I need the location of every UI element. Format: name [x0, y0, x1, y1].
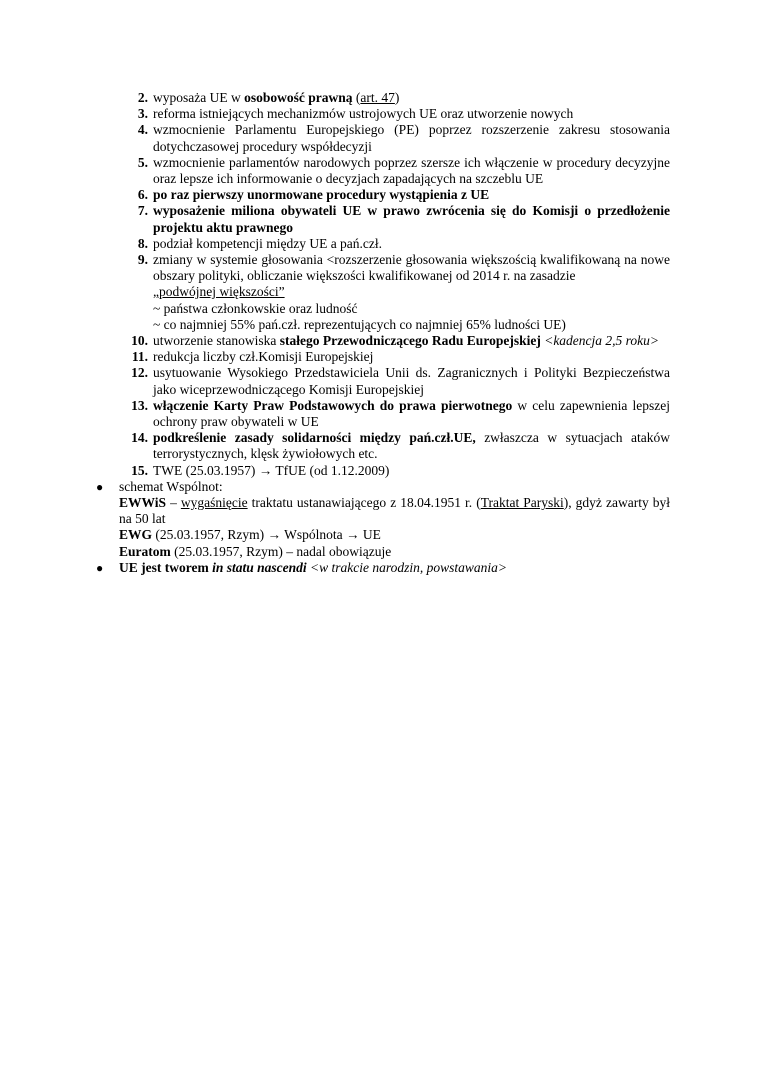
text-run: art. 47: [360, 90, 395, 105]
list-item-text: [153, 463, 389, 478]
text-run: utworzenie stanowiska: [153, 333, 280, 349]
bullet-list: [95, 479, 670, 576]
numbered-list: [95, 90, 670, 479]
list-item-text: [153, 398, 670, 429]
text-run: zwłaszcza w sytuacjach ataków terrorystycznych, klęsk żywiołowych etc.: [153, 430, 670, 462]
text-run: (: [352, 90, 361, 105]
list-item: [95, 187, 670, 203]
text-run: (25.03.1957, Rzym) – nadal obowiązuje: [170, 543, 392, 559]
text-run: podział kompetencji między UE a pań.czł.: [153, 235, 383, 251]
list-item-number: 8.: [137, 235, 148, 251]
text-run: redukcja liczby czł.Komisji Europejskiej: [153, 349, 374, 365]
list-item-number: 3.: [137, 106, 148, 122]
bullet-line: [119, 527, 670, 543]
bullet-item: [95, 479, 670, 560]
list-item-subline: [153, 317, 670, 333]
list-item-text: [153, 122, 670, 153]
text-run: wzmocnienie Parlamentu Europejskiego (PE) poprzez rozszerzenie zakresu stosowania dotychczasowej procedury współdecyzji: [153, 122, 670, 154]
text-run: podkreślenie zasady solidarności między pań.czł.UE,: [153, 430, 476, 446]
text-run: <kadencja 2,5 roku>: [544, 333, 660, 349]
text-run: osobowość prawną: [244, 90, 353, 105]
list-item: [95, 463, 670, 479]
list-item-number: 6.: [137, 187, 148, 203]
list-item-text: [153, 187, 489, 202]
list-item-subline: [153, 301, 670, 317]
list-item: [95, 122, 670, 154]
text-run: wygaśnięcie: [180, 495, 248, 511]
text-run: ): [394, 90, 400, 105]
bullet-icon: ●: [96, 479, 104, 494]
list-item-text: [153, 365, 670, 396]
text-run: włączenie Karty Praw Podstawowych do prawa pierwotnego: [153, 397, 513, 413]
text-run: wzmocnienie parlamentów narodowych poprzez szersze ich włączenie w procedury decyzyjne oraz lepsze ich informowanie o decyzjach zapadających na szczeblu UE: [153, 154, 670, 187]
list-item: [95, 365, 670, 397]
text-run: usytuowanie Wysokiego Przedstawiciela Unii ds. Zagranicznych i Polityki Bezpieczeństwa jako wiceprzewodniczącego Komisji Europejskiej: [153, 365, 670, 397]
bullet-line: [119, 495, 670, 527]
text-run: TWE (25.03.1957) → TfUE (od 1.12.2009): [153, 462, 390, 478]
text-run: traktatu ustanawiającego z 18.04.1951 r. (: [247, 495, 481, 511]
list-item-subline: [153, 284, 670, 300]
list-item: [95, 333, 670, 349]
list-item-text: [153, 236, 382, 251]
bullet-item: [95, 560, 670, 576]
list-item-number: 14.: [131, 430, 148, 446]
text-run: ~ państwa członkowskie oraz ludność: [153, 300, 358, 316]
list-item-text: [153, 252, 670, 283]
list-item-text: [153, 203, 670, 234]
list-item-number: 9.: [137, 252, 148, 268]
list-item-number: 12.: [131, 365, 148, 381]
bullet-line: [119, 544, 670, 560]
text-run: ~ co najmniej 55% pań.czł. reprezentujących co najmniej 65% ludności UE): [153, 316, 566, 332]
text-run: w celu zapewnienia lepszej ochrony praw obywateli w UE: [153, 397, 670, 430]
list-item: [95, 349, 670, 365]
text-run: Euratom: [119, 543, 171, 559]
list-item-number: 11.: [131, 349, 148, 365]
text-run: schemat Wspólnot:: [119, 478, 223, 494]
list-item: [95, 398, 670, 430]
text-run: zmiany w systemie głosowania <rozszerzenie głosowania większością kwalifikowaną na nowe obszary polityki, obliczanie większości kwalifikowanej od 2014 r. na zasadzie: [153, 252, 670, 284]
list-item-text: [153, 430, 670, 461]
text-run: „podwójnej większości”: [153, 284, 285, 300]
bullet-icon: ●: [96, 560, 104, 575]
list-item-number: 2.: [137, 90, 148, 105]
list-item-text: [153, 349, 373, 364]
list-item-number: 5.: [137, 154, 148, 170]
bullet-line: [119, 479, 670, 495]
bullet-line: [119, 560, 670, 576]
list-item: [95, 90, 670, 106]
list-item-number: 15.: [131, 462, 148, 478]
document-content: [95, 90, 670, 576]
text-run: (25.03.1957, Rzym) → Wspólnota → UE: [152, 527, 381, 543]
text-run: stałego Przewodniczącego Radu Europejskiej: [279, 333, 541, 349]
text-run: po raz pierwszy unormowane procedury wystąpienia z UE: [153, 187, 490, 203]
text-run: ), gdyż zawarty był na 50 lat: [119, 495, 670, 527]
list-item-text: [153, 90, 399, 105]
list-item: [95, 252, 670, 333]
list-item: [95, 203, 670, 235]
text-run: Traktat Paryski: [480, 495, 564, 511]
text-run: UE jest tworem: [119, 559, 213, 575]
text-run: wyposażenie miliona obywateli UE w prawo zwrócenia się do Komisji o przedłożenie projektu aktu prawnego: [153, 203, 670, 235]
list-item-number: 13.: [131, 397, 148, 413]
list-item-text: [153, 106, 573, 121]
text-run: EWWiS: [119, 495, 167, 511]
list-item-number: 7.: [137, 203, 148, 219]
text-run: wyposaża UE w: [153, 90, 245, 105]
list-item: [95, 106, 670, 122]
text-run: <w trakcie narodzin, powstawania>: [310, 559, 507, 575]
list-item-number: 10.: [131, 333, 148, 349]
text-run: reforma istniejących mechanizmów ustrojowych UE oraz utworzenie nowych: [153, 106, 574, 122]
list-item-number: 4.: [137, 122, 148, 138]
list-item: [95, 155, 670, 187]
list-item: [95, 236, 670, 252]
text-run: in statu nascendi: [212, 559, 307, 575]
list-item: [95, 430, 670, 462]
text-run: –: [166, 495, 181, 511]
list-item-text: [153, 333, 659, 348]
text-run: EWG: [119, 527, 153, 543]
list-item-text: [153, 155, 670, 186]
